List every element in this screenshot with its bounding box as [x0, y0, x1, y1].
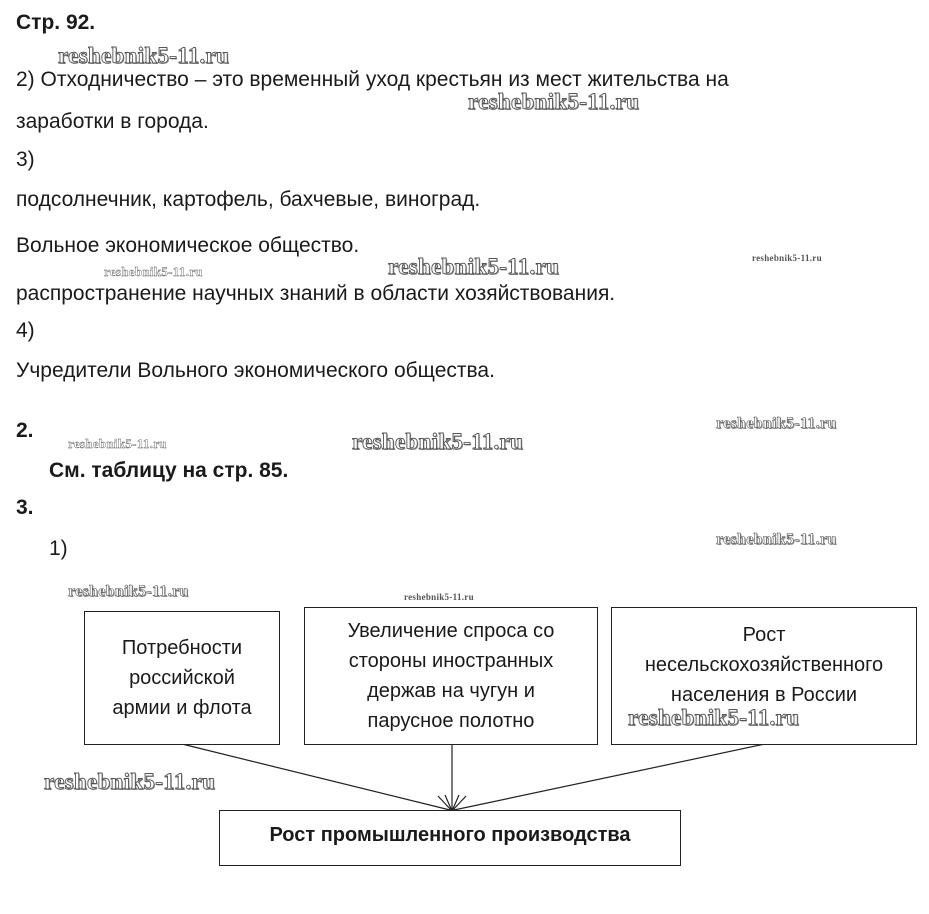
text-line-knowledge: распространение научных знаний в области хозяйствования. — [16, 282, 616, 305]
cause-box-army-fleet — [84, 611, 280, 745]
watermark-logo: reshebnik5-11.ru — [58, 43, 230, 68]
watermark-logo: reshebnik5-11.ru — [628, 705, 800, 730]
text-line-item-3: 3) — [16, 148, 35, 171]
text-line-founders: Учредители Вольного экономического общества. — [16, 359, 495, 382]
box1-line-1: Потребности — [121, 637, 243, 659]
watermark-logo: reshebnik5-11.ru — [388, 254, 560, 279]
watermark-logo: reshebnik5-11.ru — [752, 253, 822, 263]
box1-line-3: армии и флота — [112, 697, 252, 719]
box2-line-1: Увеличение спроса со — [347, 620, 555, 642]
box1-line-2: российской — [129, 667, 235, 689]
box2-line-4: парусное полотно — [367, 710, 535, 732]
watermark-logo: reshebnik5-11.ru — [44, 769, 216, 794]
text-line-crops: подсолнечник, картофель, бахчевые, виноград. — [16, 188, 481, 211]
watermark-logo: reshebnik5-11.ru — [68, 436, 167, 451]
task-3-number: 3. — [16, 496, 34, 519]
box3-line-3: населения в России — [670, 684, 858, 706]
text-line-zarabotki: заработки в города. — [16, 110, 209, 133]
arrow-line-1 — [182, 744, 450, 810]
watermark-logo: reshebnik5-11.ru — [352, 429, 524, 454]
watermark-logo: reshebnik5-11.ru — [468, 89, 640, 114]
task-2-text: См. таблицу на стр. 85. — [49, 459, 289, 482]
watermark-logo: reshebnik5-11.ru — [716, 415, 837, 432]
cause-box-foreign-demand — [304, 607, 598, 745]
watermark-logo: reshebnik5-11.ru — [716, 531, 837, 548]
box3-line-1: Рост — [742, 624, 786, 646]
box2-line-2: стороны иностранных — [348, 650, 554, 672]
box3-line-2: несельскохозяйственного — [644, 654, 884, 676]
watermark-logo: reshebnik5-11.ru — [104, 264, 203, 279]
watermark-logo: reshebnik5-11.ru — [404, 592, 474, 602]
box2-line-3: держав на чугун и — [367, 680, 535, 702]
text-line-society: Вольное экономическое общество. — [16, 234, 360, 257]
arrow-line-3 — [454, 744, 765, 810]
text-line-item-4: 4) — [16, 319, 35, 342]
watermark-logo: reshebnik5-11.ru — [68, 583, 189, 600]
text-line-otkhodnichestvo: 2) Отходничество – это временный уход крестьян из мест жительства на — [16, 68, 729, 91]
result-box-industrial-growth: Рост промышленного производства — [219, 810, 681, 866]
page-title: Стр. 92. — [16, 11, 96, 34]
task-2-number: 2. — [16, 419, 34, 442]
task-3-sub-item: 1) — [49, 537, 68, 560]
